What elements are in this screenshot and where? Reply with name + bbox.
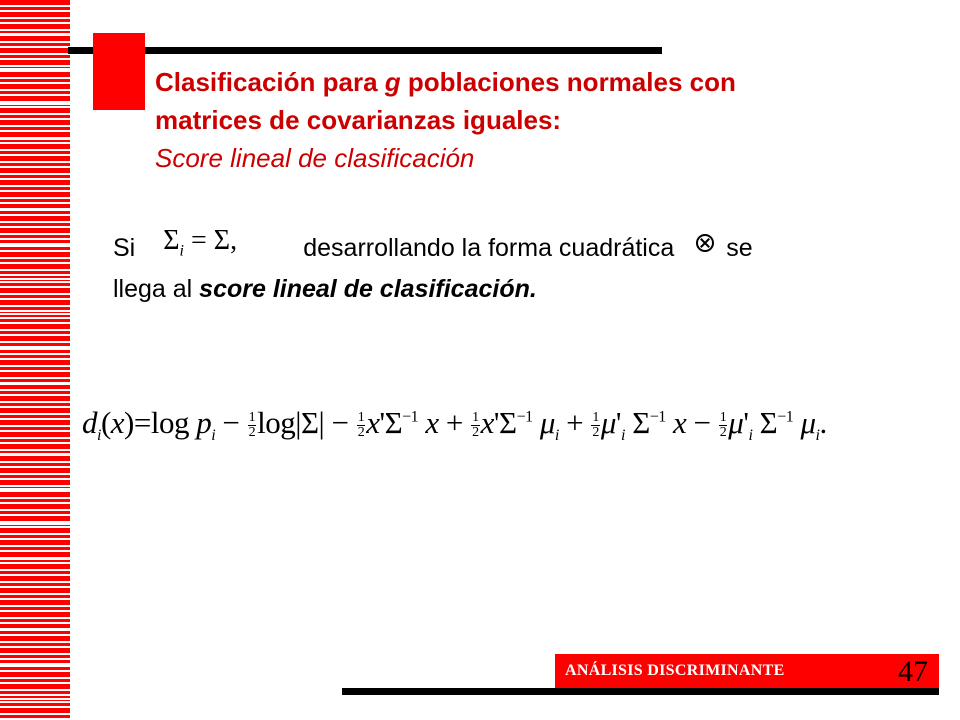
sigma-symbol: Σ [163,225,180,257]
body-line2-bold: score lineal de clasificación. [199,275,537,303]
sigma-subscript: i [179,242,184,260]
footer-label: ANÁLISIS DISCRIMINANTE [565,662,785,679]
page-number: 47 [898,655,928,688]
se-word: se [726,234,753,262]
title-part-1: Clasificación para [155,67,385,97]
inline-equation [135,225,303,264]
otimes-icon [696,234,714,252]
footer-rule [342,688,939,695]
si-word: Si [113,234,136,262]
body-line2-pre: llega al [113,275,200,303]
top-rule [68,47,662,54]
title-part-2: poblaciones normales con [400,67,736,97]
body-paragraph [113,225,883,310]
decorative-stripes [0,0,70,720]
slide-title [155,63,915,177]
title-accent-square [93,33,145,110]
slide-subtitle: Score lineal de clasificación [155,143,475,173]
title-g: g [384,67,401,97]
linear-score-formula: $d_i(x)=\log$ $p_i$ − $\frac{1}{2}$ log|Σ| − $\frac{1}{2}$ $x'\Sigma^{-1}$ x + $\frac{1}{2}$ $x'\Sigma^{-1}$ $\mu_i$ + $\frac{1}{2}$ $\mu'_i$ $\Sigma^{-1}$ x − $\frac{1}{2}$ $\mu'_i$ $\Sigma^{-1}$ $\mu_i$. [82,405,827,445]
title-line-2: matrices de covarianzas iguales: [155,105,562,135]
body-middle: desarrollando la forma cuadrática [303,234,675,262]
sigma-rhs: = Σ, [183,225,238,257]
